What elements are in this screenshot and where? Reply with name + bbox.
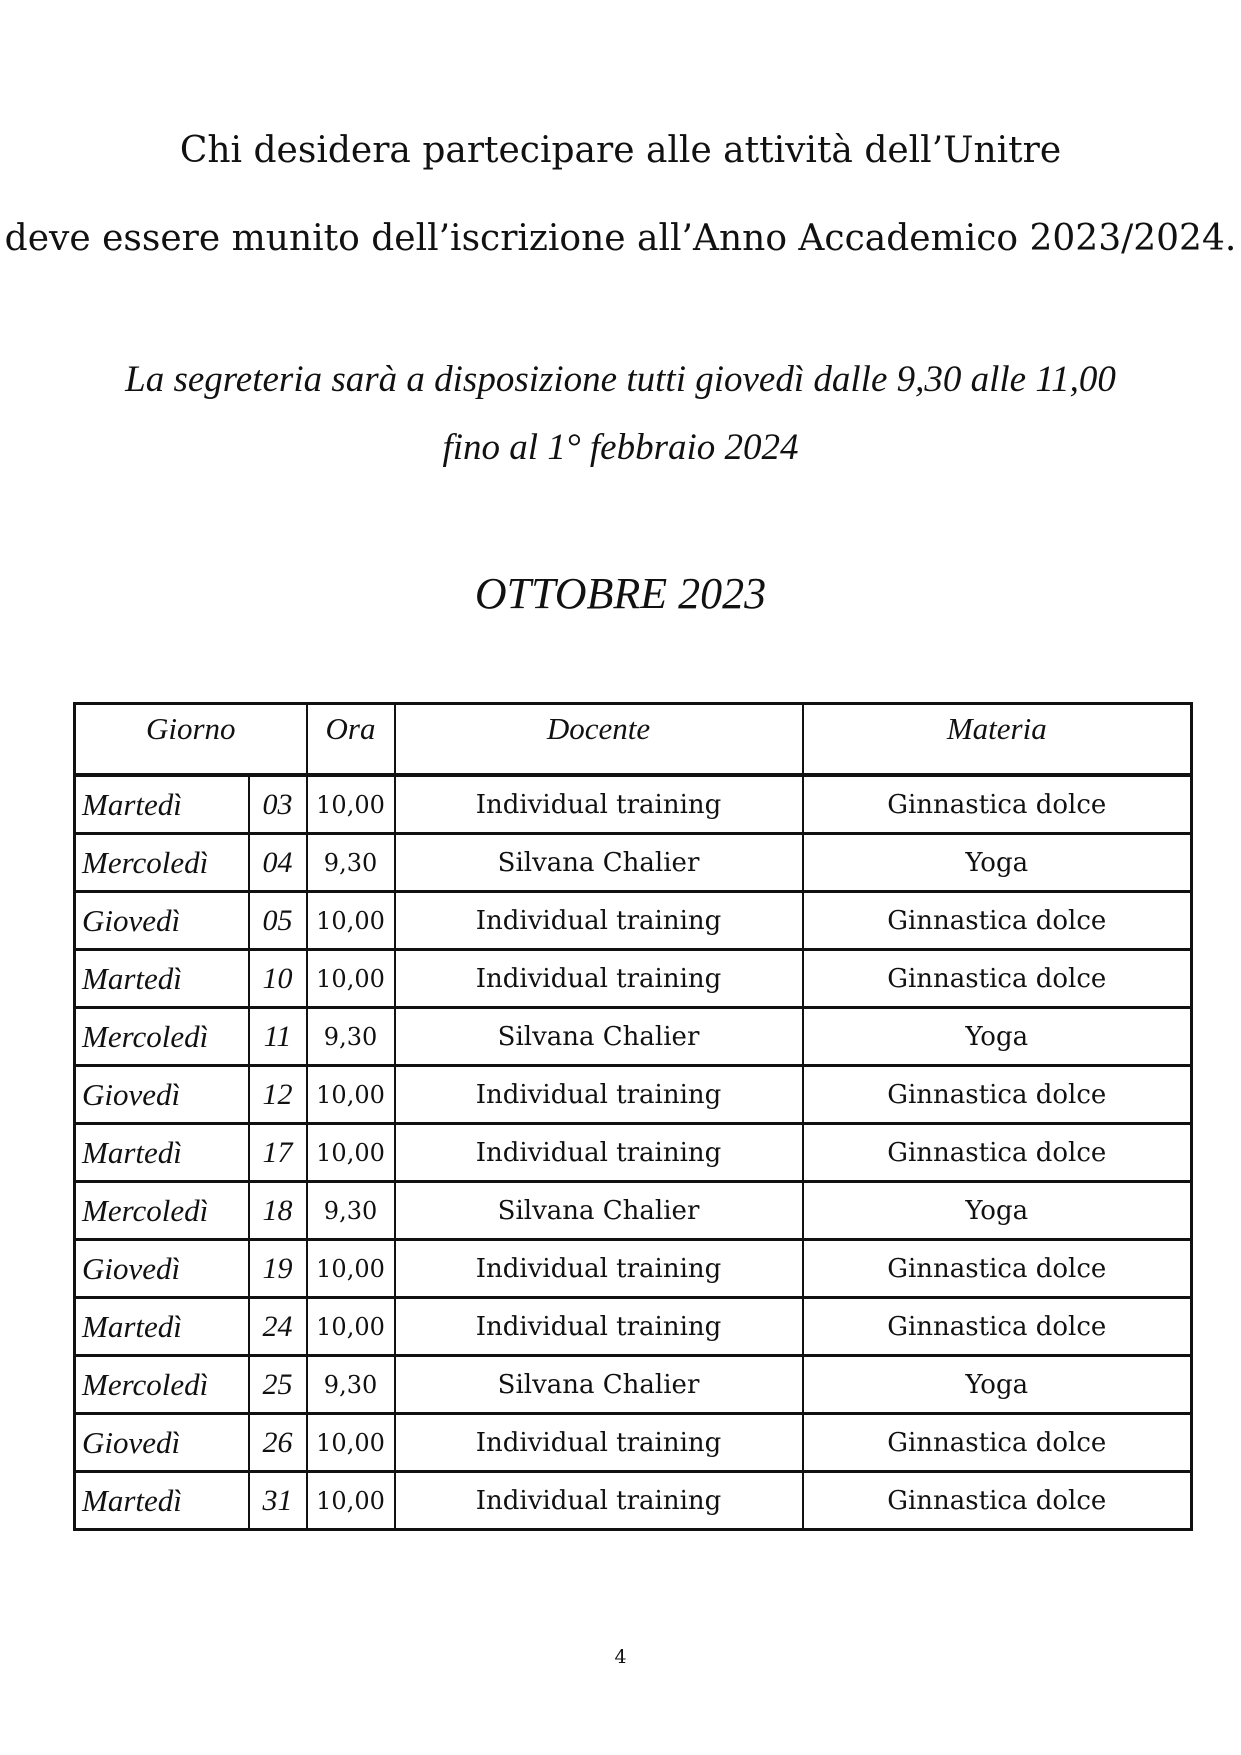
row-time: 9,30 (307, 1008, 395, 1066)
row-date: 12 (249, 1066, 307, 1124)
row-teacher: Silvana Chalier (395, 1008, 803, 1066)
row-day: Mercoledì (75, 834, 249, 892)
table-row (75, 834, 1192, 892)
table-row (75, 1240, 1192, 1298)
row-teacher: Silvana Chalier (395, 1356, 803, 1414)
row-subject: Ginnastica dolce (803, 892, 1192, 950)
row-day: Giovedì (75, 1414, 249, 1472)
table-row (75, 1356, 1192, 1414)
table-row (75, 1182, 1192, 1240)
row-subject: Ginnastica dolce (803, 1298, 1192, 1356)
row-time: 10,00 (307, 1066, 395, 1124)
row-day: Giovedì (75, 1240, 249, 1298)
table-row (75, 1066, 1192, 1124)
intro-line-1: Chi desidera partecipare alle attività dell’Unitre (179, 130, 1062, 171)
row-date: 31 (249, 1472, 307, 1530)
table-row (75, 1008, 1192, 1066)
month-title: OTTOBRE 2023 (474, 569, 767, 618)
row-subject: Yoga (803, 834, 1192, 892)
row-time: 10,00 (307, 1472, 395, 1530)
row-date: 05 (249, 892, 307, 950)
row-teacher: Individual training (395, 892, 803, 950)
row-subject: Ginnastica dolce (803, 1472, 1192, 1530)
row-subject: Ginnastica dolce (803, 1240, 1192, 1298)
row-day: Mercoledì (75, 1182, 249, 1240)
row-subject: Ginnastica dolce (803, 950, 1192, 1008)
table-row (75, 1124, 1192, 1182)
row-subject: Yoga (803, 1182, 1192, 1240)
row-time: 10,00 (307, 1414, 395, 1472)
row-teacher: Individual training (395, 1298, 803, 1356)
row-time: 10,00 (307, 775, 395, 834)
row-teacher: Silvana Chalier (395, 834, 803, 892)
header-teacher: Docente (395, 704, 803, 776)
row-day: Mercoledì (75, 1356, 249, 1414)
intro-line-2: deve essere munito dell’iscrizione all’Anno Accademico 2023/2024. (4, 218, 1237, 259)
row-subject: Ginnastica dolce (803, 1124, 1192, 1182)
row-date: 03 (249, 775, 307, 834)
row-day: Martedì (75, 1124, 249, 1182)
row-day: Martedì (75, 1298, 249, 1356)
row-date: 26 (249, 1414, 307, 1472)
page-number: 4 (614, 1646, 627, 1668)
header-subject: Materia (803, 704, 1192, 776)
row-date: 18 (249, 1182, 307, 1240)
table-row (75, 1298, 1192, 1356)
table-row (75, 892, 1192, 950)
header-day: Giorno (75, 704, 307, 776)
row-time: 9,30 (307, 834, 395, 892)
row-date: 19 (249, 1240, 307, 1298)
row-teacher: Individual training (395, 775, 803, 834)
schedule-table (73, 702, 1193, 1531)
row-time: 10,00 (307, 1298, 395, 1356)
row-date: 25 (249, 1356, 307, 1414)
row-date: 11 (249, 1008, 307, 1066)
office-hours-end-date: fino al 1° febbraio 2024 (442, 427, 799, 468)
row-time: 10,00 (307, 1240, 395, 1298)
row-subject: Yoga (803, 1008, 1192, 1066)
row-date: 10 (249, 950, 307, 1008)
row-time: 9,30 (307, 1356, 395, 1414)
row-date: 24 (249, 1298, 307, 1356)
row-teacher: Silvana Chalier (395, 1182, 803, 1240)
row-teacher: Individual training (395, 1240, 803, 1298)
row-day: Mercoledì (75, 1008, 249, 1066)
row-subject: Yoga (803, 1356, 1192, 1414)
row-day: Martedì (75, 1472, 249, 1530)
table-row (75, 950, 1192, 1008)
row-teacher: Individual training (395, 950, 803, 1008)
office-hours-note: La segreteria sarà a disposizione tutti giovedì dalle 9,30 alle 11,00 (125, 359, 1116, 400)
schedule-header-row (75, 704, 1192, 776)
table-row (75, 1472, 1192, 1530)
row-date: 04 (249, 834, 307, 892)
row-time: 10,00 (307, 892, 395, 950)
row-subject: Ginnastica dolce (803, 1414, 1192, 1472)
row-time: 10,00 (307, 950, 395, 1008)
row-teacher: Individual training (395, 1472, 803, 1530)
row-day: Giovedì (75, 1066, 249, 1124)
row-subject: Ginnastica dolce (803, 1066, 1192, 1124)
table-row (75, 1414, 1192, 1472)
table-row (75, 775, 1192, 834)
row-teacher: Individual training (395, 1066, 803, 1124)
row-teacher: Individual training (395, 1124, 803, 1182)
row-day: Giovedì (75, 892, 249, 950)
row-day: Martedì (75, 950, 249, 1008)
header-time: Ora (307, 704, 395, 776)
row-time: 10,00 (307, 1124, 395, 1182)
row-date: 17 (249, 1124, 307, 1182)
row-day: Martedì (75, 775, 249, 834)
row-time: 9,30 (307, 1182, 395, 1240)
row-teacher: Individual training (395, 1414, 803, 1472)
row-subject: Ginnastica dolce (803, 775, 1192, 834)
